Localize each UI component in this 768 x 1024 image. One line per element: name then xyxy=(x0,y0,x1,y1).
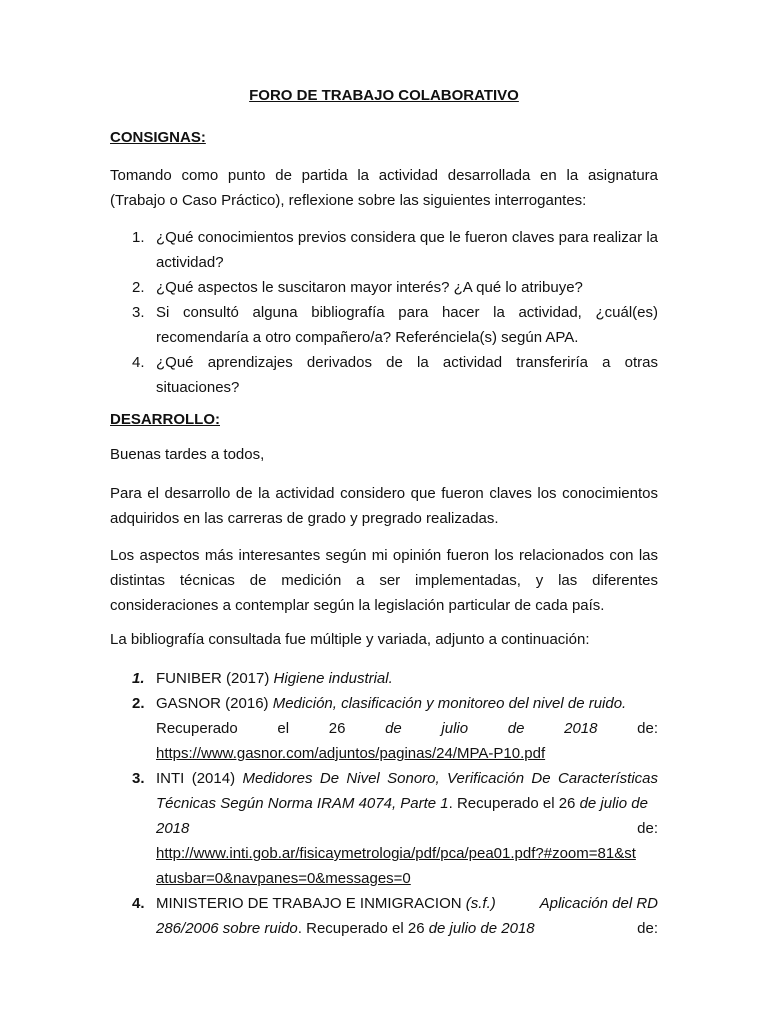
references-list xyxy=(110,666,658,941)
list-number: 3. xyxy=(132,770,145,787)
retrieval-word: de: xyxy=(637,920,658,937)
paragraph-1: Para el desarrollo de la actividad considero que fueron claves los conocimientos adquiridos en las carreras de grado y pregrado realizadas. xyxy=(110,485,658,527)
reference-title: Higiene industrial. xyxy=(273,670,393,687)
retrieval-word: de xyxy=(507,720,525,737)
document-page xyxy=(110,86,658,941)
retrieval-word: Recuperado xyxy=(156,720,238,737)
retrieval-word: de: xyxy=(637,720,658,737)
list-item xyxy=(110,275,658,300)
reference-title: Medidores De Nivel Sonoro, Verificación De Características Técnicas Según Norma IRAM 4074, Parte 1 xyxy=(156,770,658,812)
list-item xyxy=(110,225,658,275)
questions-list xyxy=(110,225,658,400)
reference-link-continued[interactable]: atusbar=0&navpanes=0&messages=0 xyxy=(156,870,411,887)
list-number: 2. xyxy=(132,279,145,296)
consignas-heading: CONSIGNAS: xyxy=(110,129,206,146)
list-number: 2. xyxy=(132,695,145,712)
retrieval-word: el xyxy=(277,720,290,737)
reference-author: GASNOR (2016) xyxy=(156,695,273,712)
retrieval-word: julio xyxy=(441,720,469,737)
question-text: ¿Qué conocimientos previos considera que le fueron claves para realizar la actividad? xyxy=(156,229,658,271)
paragraph-3: La bibliografía consultada fue múltiple y variada, adjunto a continuación: xyxy=(110,631,590,648)
document-title: FORO DE TRABAJO COLABORATIVO xyxy=(249,87,519,104)
list-item xyxy=(110,300,658,350)
intro-paragraph: Tomando como punto de partida la actividad desarrollada en la asignatura (Trabajo o Caso Práctico), reflexione sobre las siguientes interrogantes: xyxy=(110,167,658,209)
reference-date: de julio de xyxy=(579,795,648,812)
list-number: 3. xyxy=(132,304,145,321)
greeting: Buenas tardes a todos, xyxy=(110,446,265,463)
reference-retrieval: . Recuperado el 26 xyxy=(448,795,580,812)
retrieval-word: 26 xyxy=(328,720,346,737)
reference-year: 2018 xyxy=(156,820,190,837)
list-item xyxy=(110,350,658,400)
question-text: Si consultó alguna bibliografía para hacer la actividad, ¿cuál(es) recomendaría a otro compañero/a? Referénciela(s) según APA. xyxy=(156,304,658,346)
reference-line xyxy=(156,916,658,941)
reference-item xyxy=(110,766,658,891)
desarrollo-heading: DESARROLLO: xyxy=(110,411,220,428)
retrieval-word: de: xyxy=(637,820,658,837)
reference-item xyxy=(110,691,658,766)
retrieval-line xyxy=(156,816,658,841)
paragraph-2: Los aspectos más interesantes según mi opinión fueron los relacionados con las distintas técnicas de medición a ser implementadas, y las diferentes consideraciones a contemplar según la legislación particular de cada país. xyxy=(110,547,658,614)
reference-title: Aplicación del RD xyxy=(539,895,658,912)
list-number: 4. xyxy=(132,895,145,912)
reference-title-continued: 286/2006 sobre ruido xyxy=(156,920,298,937)
retrieval-line xyxy=(156,716,658,741)
list-number: 4. xyxy=(132,354,145,371)
list-number: 1. xyxy=(132,670,145,687)
question-text: ¿Qué aspectos le suscitaron mayor interés? ¿A qué lo atribuye? xyxy=(156,279,583,296)
retrieval-word: de xyxy=(385,720,402,737)
reference-date-sf: (s.f.) xyxy=(465,895,496,912)
reference-link[interactable]: http://www.inti.gob.ar/fisicaymetrologia/pdf/pca/pea01.pdf?#zoom=81&st xyxy=(156,845,636,862)
reference-item xyxy=(110,891,658,941)
reference-author: MINISTERIO DE TRABAJO E INMIGRACION xyxy=(156,895,466,912)
question-text: ¿Qué aprendizajes derivados de la actividad transferiría a otras situaciones? xyxy=(156,354,658,396)
reference-title: Medición, clasificación y monitoreo del nivel de ruido. xyxy=(272,695,627,712)
list-number: 1. xyxy=(132,229,145,246)
reference-date: de julio de 2018 xyxy=(428,920,535,937)
reference-item xyxy=(110,666,658,691)
reference-author: FUNIBER (2017) xyxy=(156,670,274,687)
reference-link[interactable]: https://www.gasnor.com/adjuntos/paginas/24/MPA-P10.pdf xyxy=(156,745,546,762)
reference-author: INTI (2014) xyxy=(156,770,243,787)
retrieval-word: 2018 xyxy=(564,720,598,737)
reference-retrieval: . Recuperado el 26 xyxy=(297,920,429,937)
reference-line xyxy=(156,891,658,916)
